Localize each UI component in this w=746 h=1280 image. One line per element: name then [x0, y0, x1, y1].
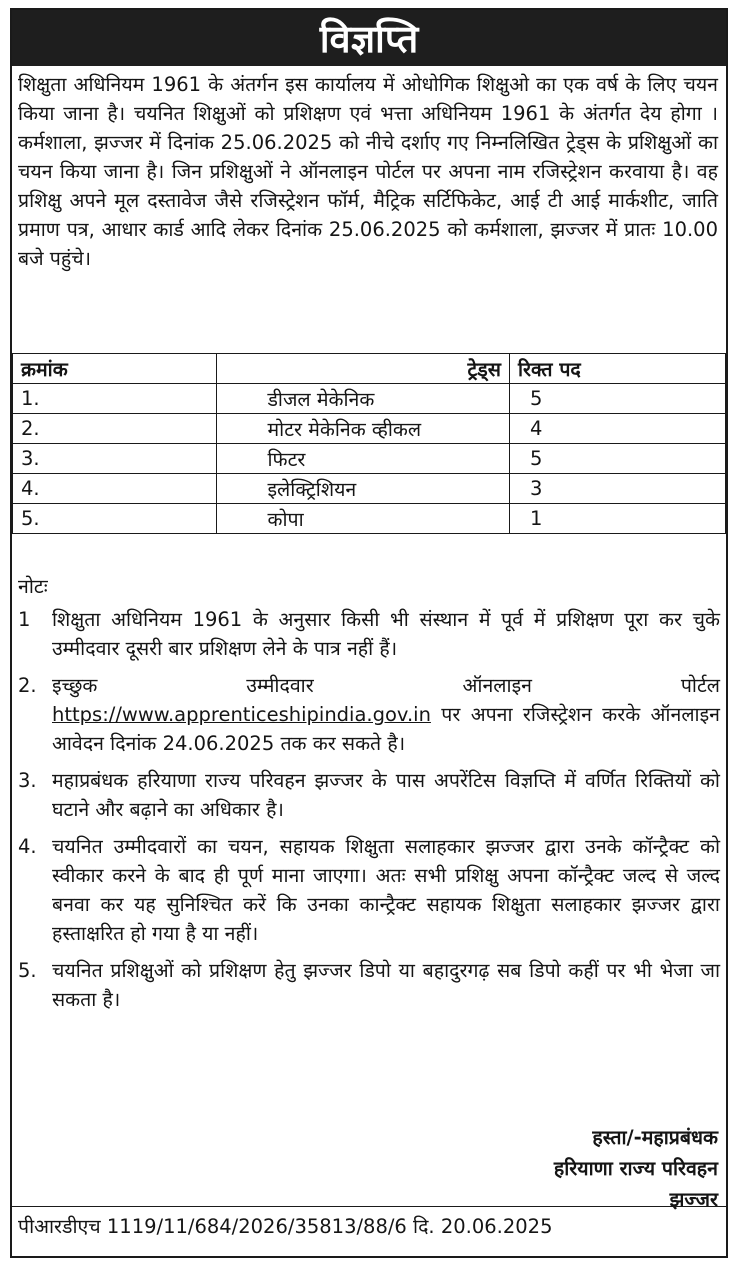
trades-table: [12, 353, 726, 534]
footer-divider: [12, 1206, 726, 1207]
row-trade: डीजल मेकेनिक: [217, 384, 509, 414]
note-text: चयनित उम्मीदवारों का चयन, सहायक शिक्षुता सलाहकार झज्जर द्वारा उनके कॉन्ट्रैक्ट को स्वीकार करने के बाद ही पूर्ण माना जाएगा। अतः सभी प्रशिक्षु अपना कॉन्ट्रैक्ट जल्द से जल्द बनवा कर यह सुनिश्चित करें कि उनका कान्ट्रैक्ट सहायक शिक्षुता सलाहकार झज्जर द्वारा हस्ताक्षरित हो गया है या नहीं।: [52, 835, 720, 945]
signature-line-2: हरियाणा राज्य परिवहन: [553, 1157, 718, 1180]
note-text: महाप्रबंधक हरियाणा राज्य परिवहन झज्जर के पास अपरेंटिस विज्ञप्ति में वर्णित रिक्तियों को घटाने और बढ़ाने का अधिकार है।: [52, 769, 720, 821]
signature-block: [554, 1122, 718, 1215]
header-serial: क्रमांक: [13, 354, 217, 384]
note-item-4: [18, 832, 720, 948]
note-text: [52, 671, 720, 758]
row-serial: 1.: [13, 384, 217, 414]
table-header-row: [13, 354, 726, 384]
notice-title: विज्ञप्ति: [12, 10, 726, 66]
table-row: [13, 384, 726, 414]
table-row: [13, 474, 726, 504]
header-trade: ट्रेड्स: [217, 354, 509, 384]
table-row: [13, 414, 726, 444]
reference-number: पीआरडीएच 1119/11/684/2026/35813/88/6 दि. 20.06.2025: [18, 1215, 553, 1238]
notes-heading: नोटः: [18, 575, 48, 598]
row-serial: 3.: [13, 444, 217, 474]
signature-line-3: झज्जर: [669, 1188, 718, 1211]
header-vacancy: रिक्त पद: [509, 354, 725, 384]
note-text: चयनित प्रशिक्षुओं को प्रशिक्षण हेतु झज्जर डिपो या बहादुरगढ़ सब डिपो कहीं पर भी भेजा जा सकता है।: [52, 959, 720, 1011]
note-text-pre: इच्छुक उम्मीदवार ऑनलाइन पोर्टल: [52, 674, 720, 697]
note-text-post: पर अपना रजिस्ट्रेशन करके ऑनलाइन आवेदन दिनांक 24.06.2025 तक कर सकते है।: [52, 703, 720, 755]
note-number: 5.: [18, 959, 37, 982]
row-serial: 2.: [13, 414, 217, 444]
row-vacancy: 1: [509, 504, 725, 534]
row-trade: मोटर मेकेनिक व्हीकल: [217, 414, 509, 444]
notice-frame: [10, 8, 728, 1258]
row-vacancy: 5: [509, 384, 725, 414]
note-text: शिक्षुता अधिनियम 1961 के अनुसार किसी भी संस्थान में पूर्व में प्रशिक्षण पूरा कर चुके उम्मीदवार दूसरी बार प्रशिक्षण लेने के पात्र नहीं हैं।: [52, 608, 720, 660]
note-number: 4.: [18, 835, 37, 858]
row-vacancy: 3: [509, 474, 725, 504]
note-item-2: [18, 671, 720, 758]
row-vacancy: 4: [509, 414, 725, 444]
row-serial: 5.: [13, 504, 217, 534]
table-row: [13, 444, 726, 474]
row-trade: फिटर: [217, 444, 509, 474]
row-trade: इलेक्ट्रिशियन: [217, 474, 509, 504]
note-number: 1: [18, 608, 31, 631]
note-item-3: [18, 766, 720, 824]
note-item-1: [18, 605, 720, 663]
table-row: [13, 504, 726, 534]
portal-link[interactable]: https://www.apprenticeshipindia.gov.in: [52, 703, 431, 726]
intro-paragraph: शिक्षुता अधिनियम 1961 के अंतर्गन इस कार्यालय में ओधोगिक शिक्षुओ का एक वर्ष के लिए चयन किया जाना है। चयनित शिक्षुओं को प्रशिक्षण एवं भत्ता अधिनियम 1961 के अंतर्गत देय होगा । कर्मशाला, झज्जर में दिनांक 25.06.2025 को नीचे दर्शाए गए निम्नलिखित ट्रेड्स के प्रशिक्षुओं का चयन किया जाना है। जिन प्रशिक्षुओं ने ऑनलाइन पोर्टल पर अपना नाम रजिस्ट्रेशन करवाया है। वह प्रशिक्षु अपने मूल दस्तावेज जैसे रजिस्ट्रेशन फॉर्म, मैट्रिक सर्टिफिकेट, आई टी आई मार्कशीट, जाति प्रमाण पत्र, आधार कार्ड आदि लेकर दिनांक 25.06.2025 को कर्मशाला, झज्जर में प्रातः 10.00 बजे पहुंचे।: [18, 73, 718, 270]
note-number: 2.: [18, 674, 37, 697]
row-trade: कोपा: [217, 504, 509, 534]
row-serial: 4.: [13, 474, 217, 504]
signature-line-1: हस्ता/-महाप्रबंधक: [592, 1126, 718, 1149]
row-vacancy: 5: [509, 444, 725, 474]
note-item-5: [18, 956, 720, 1014]
notes-section: [18, 572, 720, 1022]
note-number: 3.: [18, 769, 37, 792]
